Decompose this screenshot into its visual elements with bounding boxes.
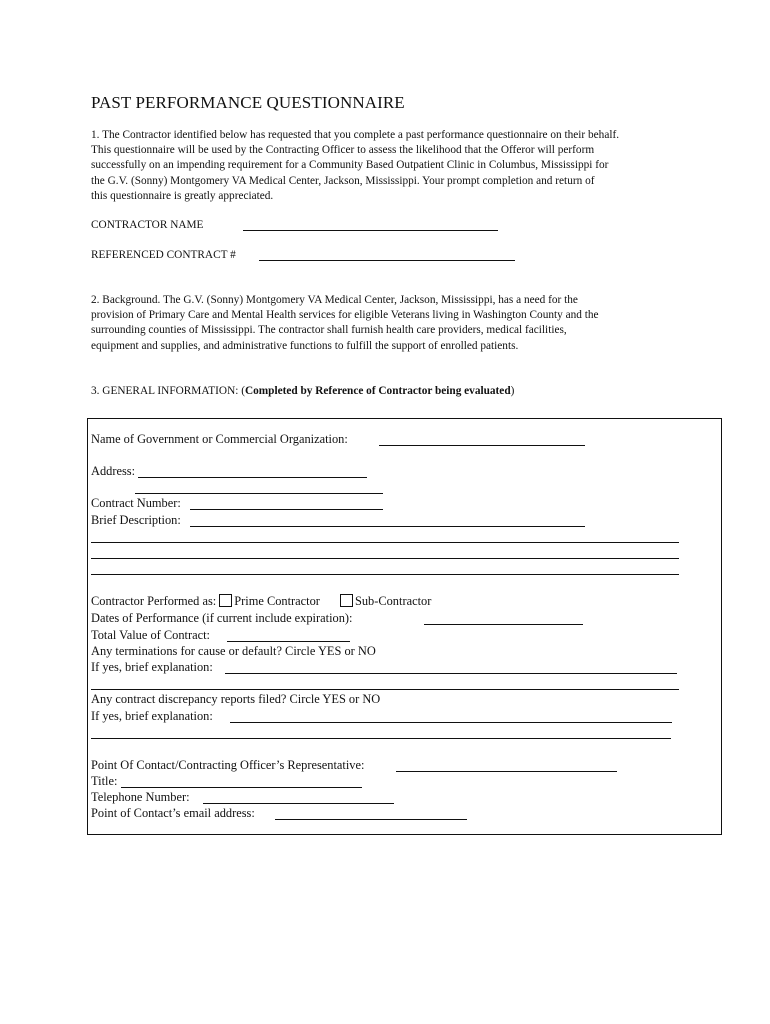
terminations-label: Any terminations for cause or default? Circle YES or NO (91, 644, 376, 658)
total-value-label: Total Value of Contract: (91, 628, 210, 642)
total-value-field[interactable] (227, 641, 350, 642)
general-info-emphasis: Completed by Reference of Contractor being evaluated (244, 385, 511, 397)
explanation-field-1[interactable] (225, 673, 677, 674)
background-line: 2. Background. The G.V. (Sonny) Montgomery VA Medical Center, Jackson, Mississippi, has a need for the (91, 294, 578, 306)
performed-as-label: Contractor Performed as: (91, 594, 217, 608)
background-line: equipment and supplies, and administrative functions to fulfill the support of enrolled patients. (91, 339, 519, 352)
contract-number-field[interactable] (190, 509, 383, 510)
description-line[interactable] (91, 558, 679, 559)
email-label: Point of Contact’s email address: (91, 806, 255, 820)
intro-line: the G.V. (Sonny) Montgomery VA Medical Center, Jackson, Mississippi. Your prompt completion and return of (91, 174, 595, 187)
intro-line: this questionnaire is greatly appreciated. (91, 189, 274, 202)
intro-line: This questionnaire will be used by the Contracting Officer to assess the likelihood that the Offeror will perform (91, 144, 595, 157)
referenced-contract-row (91, 249, 236, 261)
org-field[interactable] (379, 445, 585, 446)
telephone-row (91, 790, 190, 805)
email-row (91, 806, 255, 821)
referenced-contract-field[interactable] (259, 260, 515, 261)
dates-field[interactable] (424, 624, 583, 625)
address-row (91, 464, 135, 479)
poc-label: Point Of Contact/Contracting Officer’s Representative: (91, 758, 365, 772)
description-line[interactable] (91, 542, 679, 543)
description-line[interactable] (91, 574, 679, 575)
contractor-name-field[interactable] (243, 230, 498, 231)
explanation-row-1 (91, 660, 213, 675)
address-field-2[interactable] (135, 493, 383, 494)
address-field-1[interactable] (138, 477, 367, 478)
intro-paragraph (91, 128, 691, 204)
brief-description-label: Brief Description: (91, 513, 181, 527)
prime-contractor-checkbox[interactable] (219, 594, 232, 607)
explanation-label-1: If yes, brief explanation: (91, 660, 213, 674)
discrepancy-label: Any contract discrepancy reports filed? Circle YES or NO (91, 692, 381, 706)
brief-description-field[interactable] (190, 526, 585, 527)
contract-number-label: Contract Number: (91, 496, 181, 510)
poc-title-row (91, 774, 117, 789)
dates-label: Dates of Performance (if current include expiration): (91, 611, 353, 625)
discrepancy-row (91, 692, 380, 707)
poc-field[interactable] (396, 771, 617, 772)
terminations-row (91, 644, 376, 659)
explanation-field-1b[interactable] (91, 689, 679, 690)
telephone-label: Telephone Number: (91, 790, 190, 804)
intro-line: 1. The Contractor identified below has requested that you complete a past performance questionnaire on their behalf. (91, 129, 620, 141)
background-line: provision of Primary Care and Mental Health services for eligible Veterans living in Washington County and the (91, 309, 599, 322)
org-row (91, 432, 348, 447)
performed-as-row (91, 594, 431, 609)
explanation-label-2: If yes, brief explanation: (91, 709, 213, 723)
explanation-field-2b[interactable] (91, 738, 671, 739)
sub-contractor-label: Sub-Contractor (354, 594, 432, 608)
email-field[interactable] (275, 819, 467, 820)
page-title: PAST PERFORMANCE QUESTIONNAIRE (91, 93, 405, 112)
dates-row (91, 611, 352, 626)
intro-line: successfully on an impending requirement for a Community Based Outpatient Clinic in Columbus, Mississippi for (91, 159, 609, 172)
address-label: Address: (91, 464, 136, 478)
poc-title-field[interactable] (121, 787, 362, 788)
contract-number-row (91, 496, 181, 511)
poc-row (91, 758, 364, 773)
poc-title-label: Title: (91, 774, 118, 788)
telephone-field[interactable] (203, 803, 394, 804)
brief-description-row (91, 513, 181, 528)
org-label: Name of Government or Commercial Organization: (91, 432, 348, 446)
explanation-field-2[interactable] (230, 722, 672, 723)
prime-contractor-label: Prime Contractor (234, 594, 320, 608)
referenced-contract-label: REFERENCED CONTRACT # (91, 249, 236, 261)
sub-contractor-checkbox[interactable] (340, 594, 353, 607)
contractor-name-row (91, 219, 203, 231)
total-value-row (91, 628, 210, 643)
background-line: surrounding counties of Mississippi. The contractor shall furnish health care providers, medical facilities, (91, 324, 567, 337)
general-info-heading: 3. GENERAL INFORMATION: (Completed by Reference of Contractor being evaluated) (91, 385, 515, 397)
contractor-name-label: CONTRACTOR NAME (91, 219, 204, 231)
background-paragraph (91, 293, 691, 354)
explanation-row-2 (91, 709, 213, 724)
